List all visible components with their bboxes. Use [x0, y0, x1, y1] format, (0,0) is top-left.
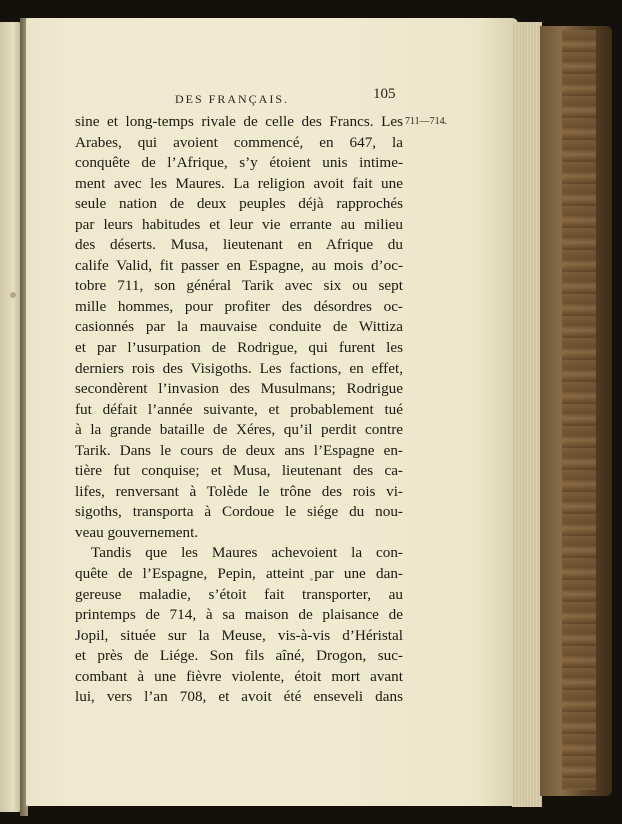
text-line: fut défait l’année suivante, et probablement tué [75, 400, 403, 418]
text-line: Arabes, qui avoient commencé, en 647, la [75, 133, 403, 151]
paper-speck [10, 292, 16, 298]
text-line: ment avec les Maures. La religion avoit fait une [75, 174, 403, 192]
text-line: par leurs habitudes et leur vie errante au milieu [75, 215, 403, 233]
text-line: sine et long-temps rivale de celle des Francs. Les [75, 113, 403, 130]
running-head: DES FRANÇAIS. [175, 92, 290, 106]
text-line: des déserts. Musa, lieutenant en Afrique du [75, 236, 403, 254]
paragraph-1 [75, 112, 403, 543]
text-line: printemps de 714, à sa maison de plaisance de [75, 606, 403, 624]
margin-date-note: 711—714. [405, 116, 448, 127]
text-line: tière fut conquise; et Musa, lieutenant des ca- [75, 462, 403, 480]
text-line: Tarik. Dans le cours de deux ans l’Espagne en- [75, 441, 403, 459]
text-line: mille hommes, pour profiter des désordres oc- [75, 297, 403, 315]
text-line: combant à une fièvre violente, étoit mort avant [75, 667, 403, 685]
text-line: tobre 711, son général Tarik avec six ou sept [75, 277, 403, 295]
text-line: et près de Liége. Son fils aîné, Drogon, suc- [75, 647, 403, 665]
text-line: sigoths, transporta à Cordoue le siége du nou- [75, 503, 403, 521]
text-line: lui, vers l’an 708, et avoit été enseveli dans [75, 688, 403, 706]
text-line: conquête de l’Afrique, s’y étoient unis intime- [75, 154, 403, 172]
text-line: lifes, renversant à Tolède le trône des rois vi- [75, 482, 403, 500]
text-line: quête de l’Espagne, Pepin, atteint par une dan- [75, 565, 403, 583]
text-line: derniers rois des Visigoths. Les factions, en effet, [75, 359, 403, 377]
body-text [75, 112, 403, 708]
text-line: gereuse maladie, s’étoit fait transporter, au [75, 585, 403, 603]
page-stack-edges [512, 22, 542, 807]
facing-page-edge [0, 22, 22, 812]
text-line: seule nation de deux peuples déjà rapprochés [75, 195, 403, 213]
text-line: veau gouvernement. [75, 523, 199, 541]
text-line: et par l’usurpation de Rodrigue, qui furent les [75, 339, 403, 357]
text-line: à la grande bataille de Xéres, qu’il perdit contre [75, 421, 403, 439]
text-line: secondèrent l’invasion des Musulmans; Rodrigue [75, 380, 403, 398]
text-line: casionnés par la mauvaise conduite de Wittiza [75, 318, 403, 336]
marbled-cover-band [562, 30, 596, 790]
text-line: Jopil, située sur la Meuse, vis-à-vis d’Héristal [75, 626, 403, 644]
text-line: Tandis que les Maures achevoient la con- [91, 544, 403, 562]
page-number: 105 [373, 86, 396, 102]
paragraph-2 [75, 543, 403, 707]
text-line: calife Valid, fit passer en Espagne, au mois d’oc- [75, 256, 403, 274]
